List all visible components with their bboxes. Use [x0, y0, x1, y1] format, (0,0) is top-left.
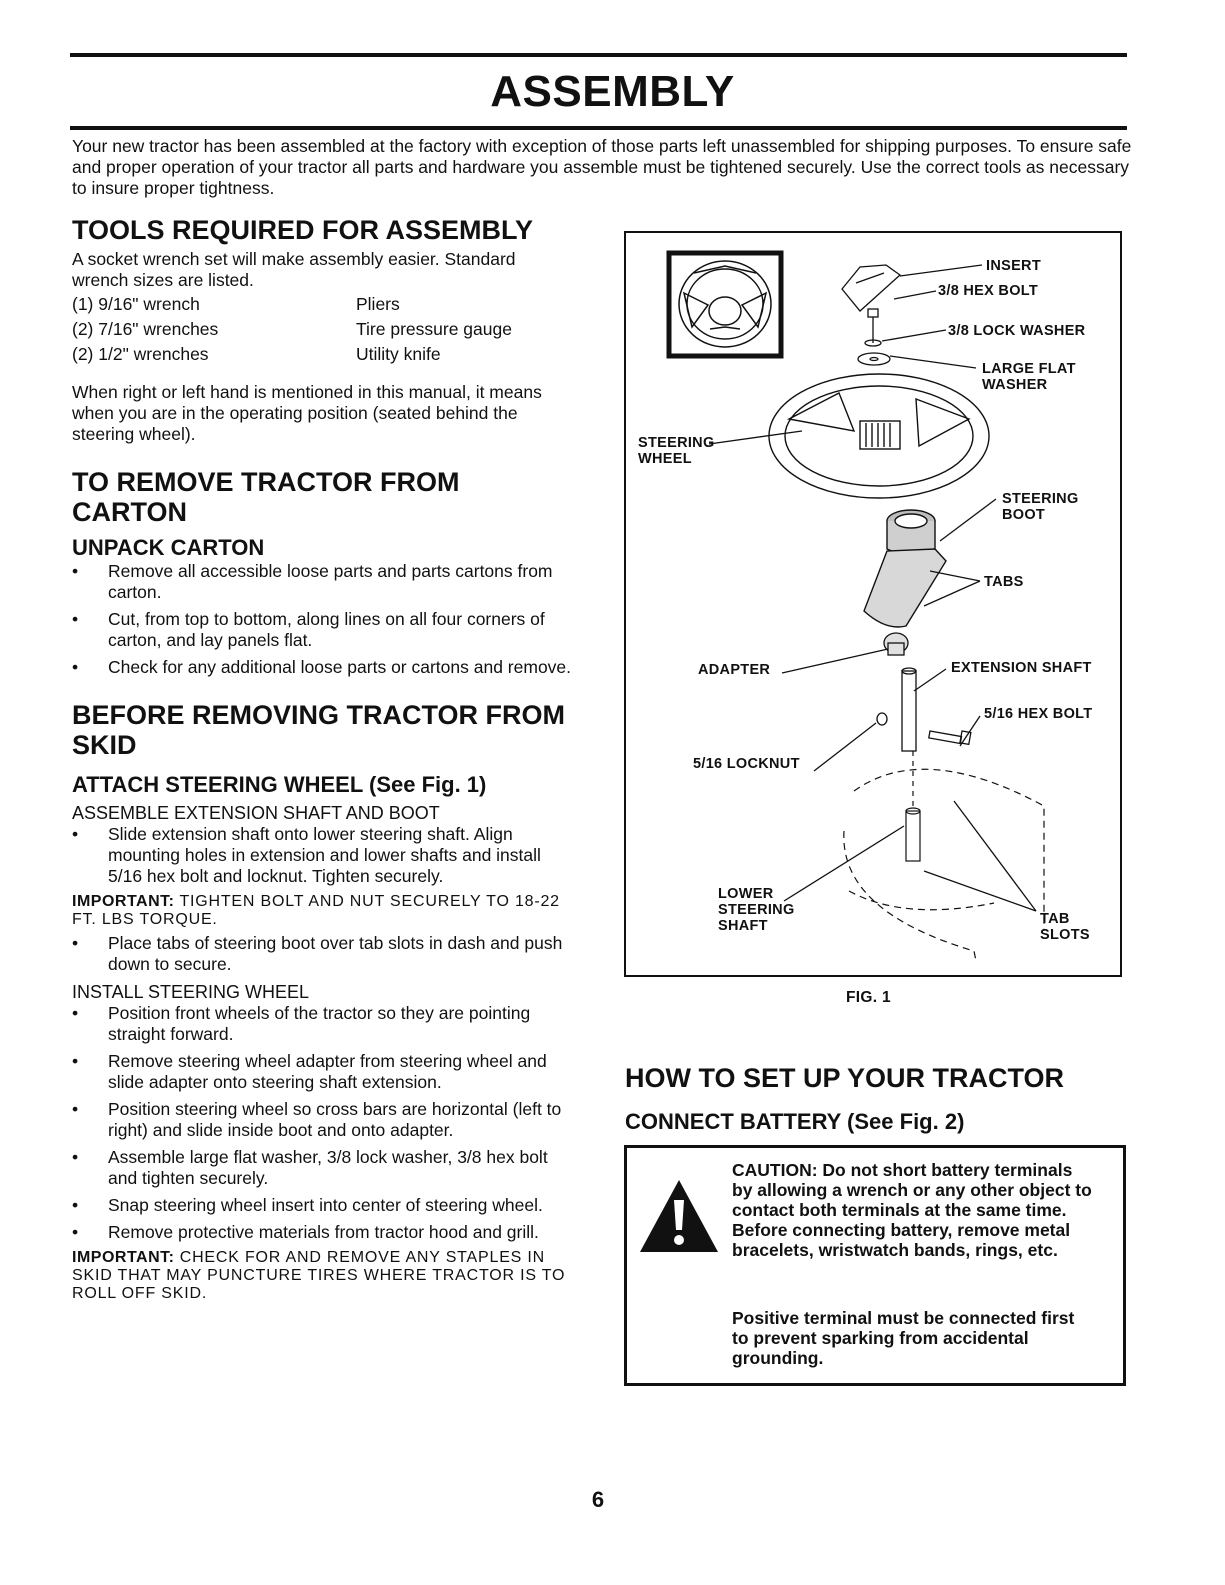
remove-heading: TO REMOVE TRACTOR FROM CARTON: [72, 467, 460, 527]
label-tabs: TABS: [984, 574, 1024, 590]
label-hex-bolt-516: 5/16 HEX BOLT: [984, 706, 1093, 722]
label-extension-shaft: EXTENSION SHAFT: [951, 660, 1092, 676]
label-tab-slots: TAB SLOTS: [1040, 911, 1090, 943]
list-item: • Remove all accessible loose parts and parts cartons from carton.: [72, 561, 572, 603]
label-lock-washer: 3/8 LOCK WASHER: [948, 323, 1086, 339]
step1-list-2: [72, 933, 572, 975]
left-column: [72, 215, 572, 1303]
step1-title: ASSEMBLE EXTENSION SHAFT AND BOOT: [72, 803, 440, 823]
inset-wheel-icon: [679, 261, 771, 347]
intro-paragraph: Your new tractor has been assembled at the factory with exception of those parts left unassembled for shipping purposes. To ensure safe and proper operation of your tractor all parts and hardware you assemble must be tightened securely. Use the correct tools as necessary to insure proper tightness.: [72, 136, 1132, 198]
tools-row: [72, 292, 572, 317]
label-lower-steering-shaft: LOWER STEERING SHAFT: [718, 886, 795, 934]
adapter-part: [884, 633, 908, 655]
insert-part: [842, 265, 900, 311]
title-rule: [70, 126, 1127, 130]
steering-assembly-diagram: [624, 231, 1122, 977]
step2-title: INSTALL STEERING WHEEL: [72, 982, 310, 1002]
setup-heading: HOW TO SET UP YOUR TRACTOR: [625, 1063, 1065, 1093]
tools-row: [72, 342, 572, 367]
hex-bolt-516: [929, 731, 971, 744]
step1-list: [72, 824, 572, 887]
important-note-2: [72, 1249, 572, 1303]
important-note-1: [72, 893, 572, 929]
list-item: • Snap steering wheel insert into center of steering wheel.: [72, 1195, 572, 1216]
list-item: • Cut, from top to bottom, along lines on all four corners of carton, and lay panels flat.: [72, 609, 572, 651]
figure-caption: FIG. 1: [846, 989, 891, 1006]
tool-wrench: (2) 1/2" wrenches: [72, 344, 209, 364]
bolt-and-washers: [858, 309, 890, 365]
important-label: IMPORTANT:: [72, 1249, 175, 1266]
steering-wheel-part: [769, 374, 989, 498]
attach-subheading: ATTACH STEERING WHEEL (See Fig. 1): [72, 772, 487, 797]
list-item: • Assemble large flat washer, 3/8 lock washer, 3/8 hex bolt and tighten securely.: [72, 1147, 572, 1189]
battery-subheading: CONNECT BATTERY (See Fig. 2): [625, 1109, 965, 1134]
tools-text: A socket wrench set will make assembly easier. Standard wrench sizes are listed.: [72, 249, 516, 290]
lower-shaft-and-dash: [844, 751, 1044, 961]
list-item: • Position front wheels of the tractor so they are pointing straight forward.: [72, 1003, 572, 1045]
warning-icon: [638, 1178, 720, 1254]
hand-note: When right or left hand is mentioned in this manual, it means when you are in the operating position (seated behind the steering wheel).: [72, 382, 542, 444]
unpack-subheading: UNPACK CARTON: [72, 535, 265, 560]
step2-list: [72, 1003, 572, 1243]
tool-wrench: (2) 7/16" wrenches: [72, 319, 219, 339]
list-item: • Remove protective materials from tractor hood and grill.: [72, 1222, 572, 1243]
top-rule: [70, 53, 1127, 57]
important-text: CHECK FOR AND REMOVE ANY STAPLES IN SKID THAT MAY PUNCTURE TIRES WHERE TRACTOR IS TO ROLL OFF SKID.: [72, 1249, 566, 1302]
unpack-list: [72, 561, 572, 678]
list-item: • Position steering wheel so cross bars are horizontal (left to right) and slide inside boot and onto adapter.: [72, 1099, 572, 1141]
tools-heading: TOOLS REQUIRED FOR ASSEMBLY: [72, 215, 534, 245]
label-steering-boot: STEERING BOOT: [1002, 491, 1079, 523]
list-item: • Remove steering wheel adapter from steering wheel and slide adapter onto steering shaft extension.: [72, 1051, 572, 1093]
tool-other: Utility knife: [356, 344, 441, 364]
before-heading: BEFORE REMOVING TRACTOR FROM SKID: [72, 700, 566, 760]
positive-terminal-text: Positive terminal must be connected first to prevent sparking from accidental grounding.: [732, 1308, 1075, 1368]
tool-other: Pliers: [356, 294, 400, 314]
tool-other: Tire pressure gauge: [356, 319, 512, 339]
label-hex-bolt-38: 3/8 HEX BOLT: [938, 283, 1039, 299]
label-steering-wheel: STEERING WHEEL: [638, 435, 715, 467]
extension-shaft-part: [902, 668, 916, 751]
page-title: ASSEMBLY: [490, 67, 735, 116]
steering-boot-part: [864, 510, 946, 627]
label-locknut: 5/16 LOCKNUT: [693, 756, 800, 772]
caution-text: CAUTION: Do not short battery terminals by allowing a wrench or any other object to contact both terminals at the same time. Before connecting battery, remove metal bracelets, wristwatch bands, rings, etc.: [732, 1160, 1092, 1260]
tools-row: [72, 317, 572, 342]
important-text: TIGHTEN BOLT AND NUT SECURELY TO 18-22 FT. LBS TORQUE.: [72, 893, 560, 928]
list-item: • Place tabs of steering boot over tab slots in dash and push down to secure.: [72, 933, 572, 975]
page-number: 6: [591, 1487, 605, 1512]
list-item: • Check for any additional loose parts or cartons and remove.: [72, 657, 572, 678]
label-insert: INSERT: [986, 258, 1041, 274]
tools-list: [72, 292, 572, 367]
locknut-516: [877, 713, 887, 725]
tool-wrench: (1) 9/16" wrench: [72, 294, 200, 314]
list-item: • Slide extension shaft onto lower steering shaft. Align mounting holes in extension and lower shafts and install 5/16 hex bolt and locknut. Tighten securely.: [72, 824, 572, 887]
label-adapter: ADAPTER: [698, 662, 771, 678]
label-large-flat-washer: LARGE FLAT WASHER: [982, 361, 1076, 393]
important-label: IMPORTANT:: [72, 893, 175, 910]
